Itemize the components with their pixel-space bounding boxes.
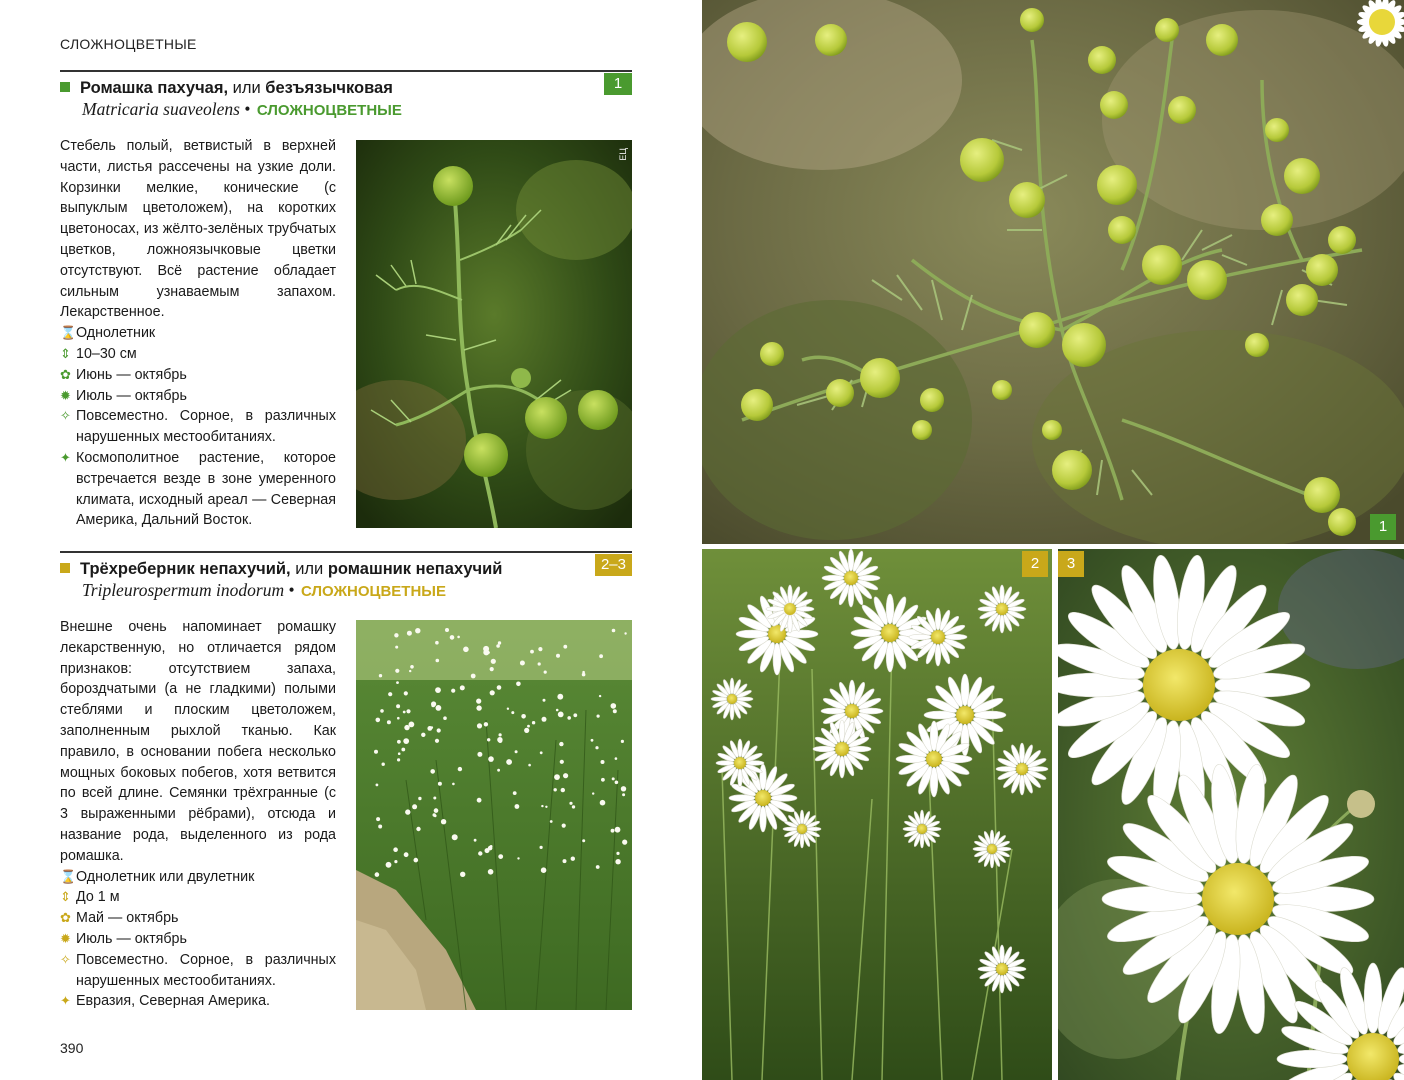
fact-text: Май — октябрь (76, 910, 179, 927)
fact-item (60, 448, 336, 531)
fact-item (60, 867, 336, 888)
photo-ref-badge: 2–3 (595, 554, 632, 576)
photo-2-tripleurospermum-field (702, 549, 1052, 1080)
photo-tag-1: 1 (1370, 514, 1396, 540)
range-icon: ✦ (60, 449, 71, 465)
hourglass-icon: ⌛ (60, 868, 77, 884)
species-name-alt: ромашник непахучий (327, 560, 503, 578)
entry-description (60, 136, 336, 531)
fact-text: Июль — октябрь (76, 930, 187, 947)
fact-text: Июнь — октябрь (76, 366, 187, 383)
latin-name: Tripleurospermum inodorum (82, 580, 285, 600)
range-icon: ✦ (60, 993, 71, 1009)
photo-3-tripleurospermum-flowers (1058, 549, 1404, 1080)
fruit-icon: ✹ (60, 930, 71, 946)
entry-divider (60, 551, 632, 553)
fact-list (60, 323, 336, 531)
entry-divider (60, 70, 632, 72)
photo-tag-3: 3 (1058, 551, 1084, 577)
species-entry-matricaria (60, 70, 632, 540)
fact-text: Однолетник или двулетник (76, 868, 255, 885)
photo-matricaria-plant (356, 140, 632, 528)
fact-text: Повсеместно. Сорное, в различных нарушенных местообитаниях. (76, 408, 336, 446)
fact-text: До 1 м (76, 889, 120, 906)
name-connector: или (290, 560, 328, 578)
fact-item (60, 386, 336, 407)
fact-item (60, 344, 336, 365)
entry-title (60, 78, 590, 98)
fact-text: Повсеместно. Сорное, в различных нарушенных местообитаниях. (76, 951, 336, 989)
fruit-icon: ✹ (60, 387, 71, 403)
fact-list (60, 867, 336, 1013)
name-connector: или (228, 79, 266, 97)
right-page (700, 0, 1404, 1080)
fact-item (60, 929, 336, 950)
height-icon: ⇕ (60, 889, 71, 905)
species-entry-tripleurospermum (60, 551, 632, 1021)
description-text: Стебель полый, ветвистый в верхней части, листья рассечены на узкие доли. Корзинки мелкие, конические (с выпуклым цветоложем), на коротких цветоносах, из жёлто-зелёных трубчатых цветков, ложноязычковые цветки отсутствуют. Всё растение обладает сильным узнаваемым запахом. Лекарственное. (60, 138, 336, 321)
photo-1-matricaria-closeup (702, 0, 1404, 544)
fact-item (60, 950, 336, 992)
photo-ref-badge: 1 (604, 73, 632, 95)
mustard-square-icon (60, 563, 70, 573)
habitat-icon: ✧ (60, 951, 71, 967)
description-text: Внешне очень напоминает ромашку лекарственную, но отличается рядом признаков: отсутствием запаха, бороздчатыми (а не гладкими) полыми стеблями и плоским цветоложем, заполненным рыхлой тканью. Как правило, в основании побега несколько мощных боковых побегов, хотя ветвится по всей длине. Семянки трёхгранные (с 3 выраженными рёбрами), отсюда и название рода, выделенного из рода ромашка. (60, 619, 336, 864)
fact-item (60, 323, 336, 344)
fact-text: Евразия, Северная Америка. (76, 993, 271, 1010)
fact-item (60, 887, 336, 908)
species-name: Ромашка пахучая, (80, 79, 229, 97)
entry-description (60, 617, 336, 1012)
fact-item (60, 406, 336, 448)
latin-name: Matricaria suaveolens (82, 99, 240, 119)
latin-name-line: Matricaria suaveolens • СЛОЖНОЦВЕТНЫЕ (82, 99, 402, 119)
fact-item (60, 908, 336, 929)
fact-text: 10–30 см (76, 345, 137, 362)
hourglass-icon: ⌛ (60, 325, 77, 341)
latin-name-line: Tripleurospermum inodorum • СЛОЖНОЦВЕТНЫЕ (82, 580, 446, 600)
fact-item (60, 365, 336, 386)
flower-icon: ✿ (60, 910, 71, 926)
photo-tag-2: 2 (1022, 551, 1048, 577)
running-head: СЛОЖНОЦВЕТНЫЕ (60, 36, 197, 52)
family-name: СЛОЖНОЦВЕТНЫЕ (300, 583, 446, 600)
photo-credit: ЕЦ (618, 148, 628, 161)
height-icon: ⇕ (60, 345, 71, 361)
family-name: СЛОЖНОЦВЕТНЫЕ (256, 102, 402, 119)
species-name-alt: безъязычковая (265, 79, 393, 97)
green-square-icon (60, 82, 70, 92)
habitat-icon: ✧ (60, 408, 71, 424)
fact-text: Июль — октябрь (76, 387, 187, 404)
fact-item (60, 991, 336, 1012)
species-name: Трёхреберник непахучий, (80, 560, 291, 578)
photo-tripleurospermum-meadow (356, 620, 632, 1010)
fact-text: Космополитное растение, которое встречается везде в зоне умеренного климата, исходный ареал — Северная Америка, Дальний Восток. (76, 449, 336, 529)
flower-icon: ✿ (60, 366, 71, 382)
entry-title (60, 559, 590, 579)
fact-text: Однолетник (76, 325, 156, 342)
left-page (0, 0, 700, 1080)
page-number: 390 (60, 1040, 84, 1056)
